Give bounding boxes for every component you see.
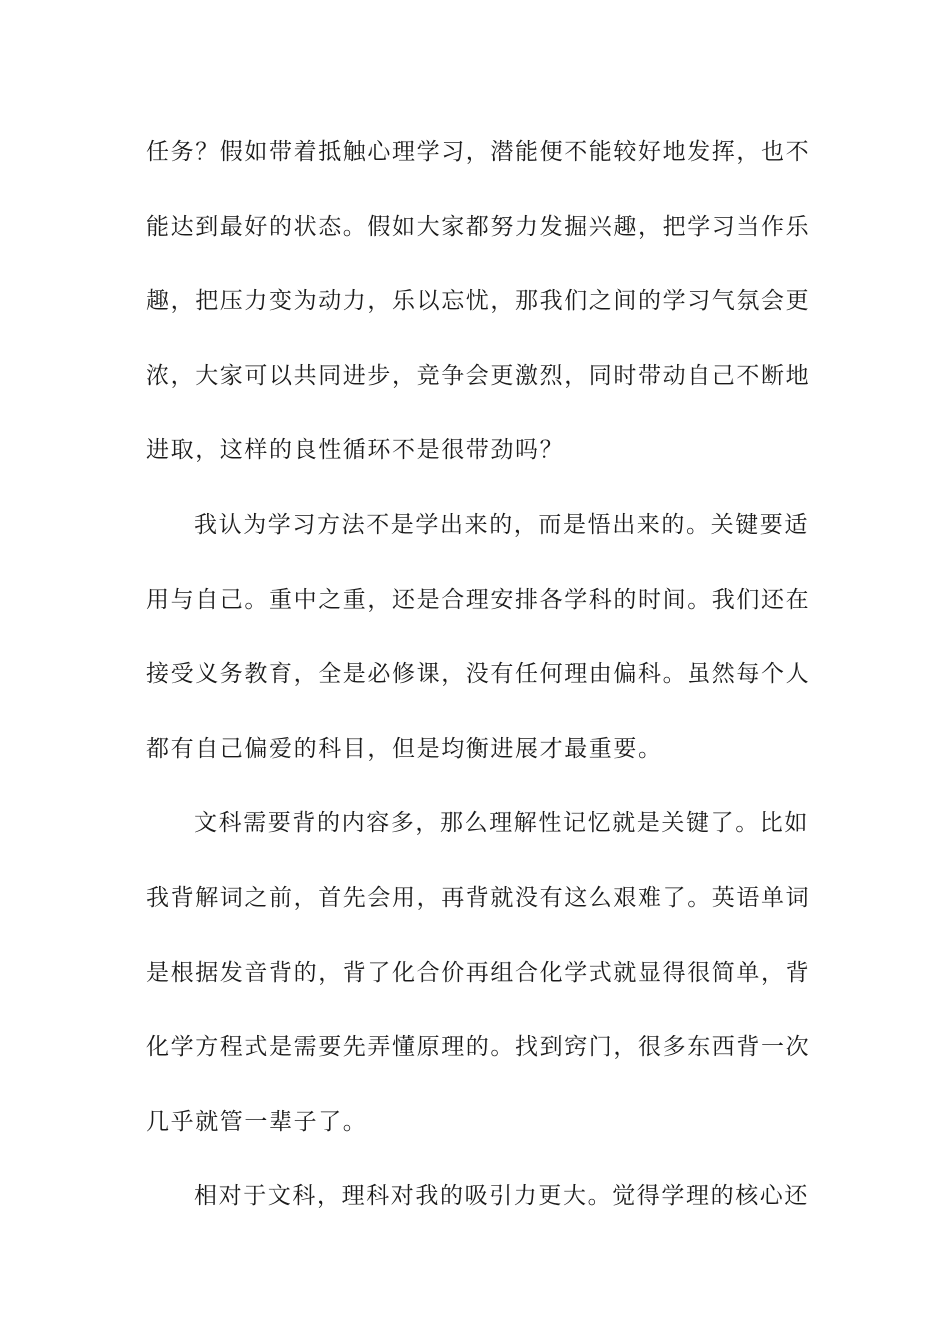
document-body xyxy=(146,127,811,1246)
text-line: 任务？假如带着抵触心理学习，潜能便不能较好地发挥，也不 xyxy=(146,139,811,165)
text-line: 趣，把压力变为动力，乐以忘忧，那我们之间的学习气氛会更 xyxy=(146,288,811,315)
text-line: 文科需要背的内容多，那么理解性记忆就是关键了。比如 xyxy=(194,810,809,837)
text-line: 化学方程式是需要先弄懂原理的。找到窍门，很多东西背一次 xyxy=(146,1034,811,1061)
text-line: 接受义务教育，全是必修课，没有任何理由偏科。虽然每个人 xyxy=(146,661,811,688)
text-line: 用与自己。重中之重，还是合理安排各学科的时间。我们还在 xyxy=(146,586,811,613)
text-line: 相对于文科，理科对我的吸引力更大。觉得学理的核心还 xyxy=(194,1183,809,1210)
text-line: 都有自己偏爱的科目，但是均衡进展才最重要。 xyxy=(146,735,663,762)
text-line: 是根据发音背的，背了化合价再组合化学式就显得很简单，背 xyxy=(146,959,811,986)
text-line: 我认为学习方法不是学出来的，而是悟出来的。关键要适 xyxy=(194,511,809,538)
text-line: 进取，这样的良性循环不是很带劲吗？ xyxy=(146,437,565,464)
text-line: 浓，大家可以共同进步，竞争会更激烈，同时带动自己不断地 xyxy=(146,362,811,389)
text-line: 几乎就管一辈子了。 xyxy=(146,1108,368,1135)
text-line: 我背解词之前，首先会用，再背就没有这么艰难了。英语单词 xyxy=(146,884,811,911)
text-line: 能达到最好的状态。假如大家都努力发掘兴趣，把学习当作乐 xyxy=(146,213,811,240)
